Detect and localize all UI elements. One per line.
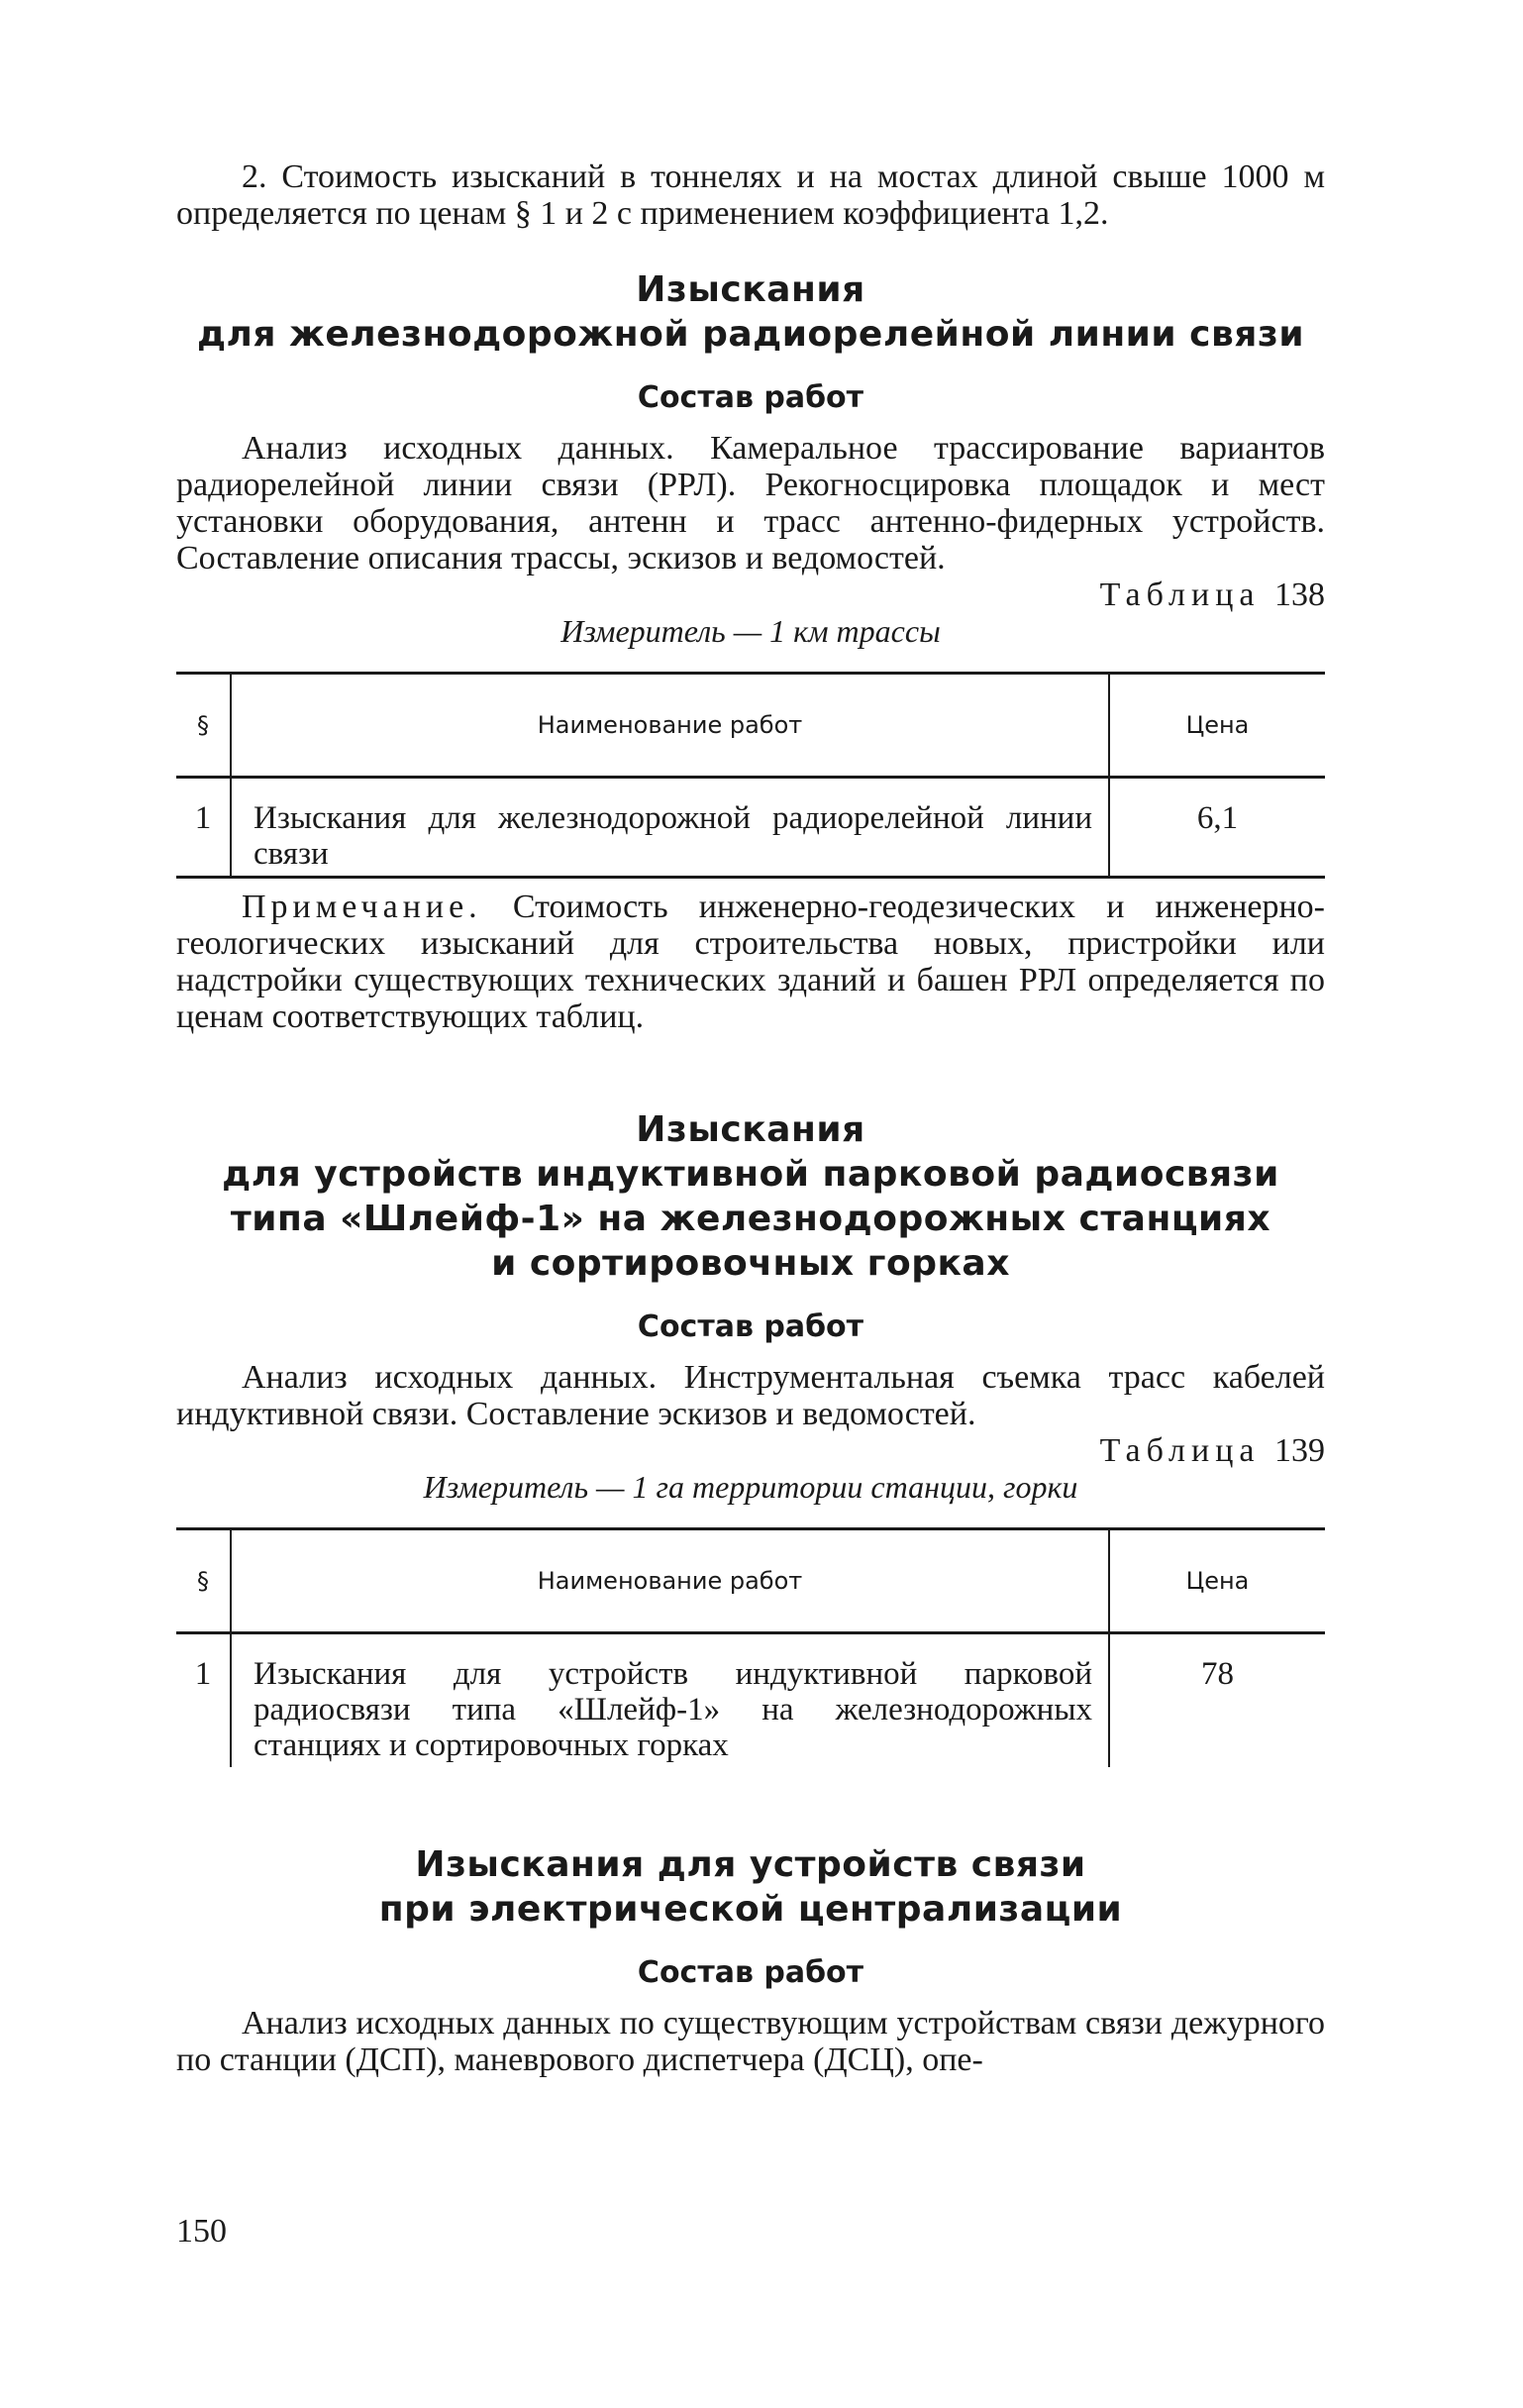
table-number: 138 <box>1274 576 1325 613</box>
column-header-section: § <box>176 674 231 778</box>
page-number: 150 <box>176 2213 227 2250</box>
price-table-139 <box>176 1527 1325 1767</box>
section-body: Анализ исходных данных. Камеральное трассирование вариантов радиорелейной линии связи (РРЛ). Рекогносцировка площадок и мест установки оборудования, антенн и трасс антенно-фидерных устройств. Составление описания трассы, эскизов и ведомостей. <box>176 430 1325 576</box>
cell-section: 1 <box>176 778 231 878</box>
table-header-row <box>176 674 1325 778</box>
intro-block <box>176 158 1325 232</box>
section-subtitle: Состав работ <box>637 1309 864 1344</box>
cell-section: 1 <box>176 1633 231 1768</box>
table-row <box>176 778 1325 878</box>
table-meter: Измеритель — 1 км трассы <box>560 613 941 649</box>
note-label: Примечание. <box>242 889 482 925</box>
section-title: типа «Шлейф-1» на железнодорожных станциях <box>230 1199 1271 1239</box>
table-label: Таблица 139 <box>1099 1432 1325 1469</box>
cell-price: 78 <box>1109 1633 1325 1768</box>
section-electric-interlocking <box>176 1842 1325 2078</box>
table-number: 139 <box>1274 1432 1325 1469</box>
table-label: Таблица 138 <box>1099 576 1325 613</box>
cell-price: 6,1 <box>1109 778 1325 878</box>
column-header-section: § <box>176 1529 231 1633</box>
section-railway-radio-relay <box>176 267 1325 1035</box>
section-title: для железнодорожной радиорелейной линии связи <box>196 314 1305 355</box>
section-body: Анализ исходных данных. Инструментальная съемка трасс кабелей индуктивной связи. Составление эскизов и ведомостей. <box>176 1359 1325 1432</box>
table-row <box>176 1633 1325 1768</box>
column-header-name: Наименование работ <box>231 674 1109 778</box>
section-subtitle: Состав работ <box>637 380 864 415</box>
price-table-138 <box>176 672 1325 879</box>
section-title: и сортировочных горках <box>491 1243 1010 1284</box>
cell-name: Изыскания для железнодорожной радиорелейной линии связи <box>254 800 1092 872</box>
table-meter: Измеритель — 1 га территории станции, горки <box>423 1469 1078 1505</box>
note-text: Стоимость инженерно-геодезических и инженерно-геологических изысканий для строительства новых, пристройки или надстройки существующих технических зданий и башен РРЛ определяется по ценам соответствующих таблиц. <box>176 889 1325 1035</box>
section-title: для устройств индуктивной парковой радиосвязи <box>222 1154 1279 1195</box>
section-title: Изыскания <box>636 1109 865 1150</box>
section-title: Изыскания <box>636 269 865 310</box>
section-subtitle: Состав работ <box>637 1955 864 1990</box>
cell-name: Изыскания для устройств индуктивной парковой радиосвязи типа «Шлейф-1» на железнодорожных станциях и сортировочных горках <box>254 1656 1092 1763</box>
column-header-price: Цена <box>1109 1529 1325 1633</box>
column-header-price: Цена <box>1109 674 1325 778</box>
table-header-row <box>176 1529 1325 1633</box>
column-header-name: Наименование работ <box>231 1529 1109 1633</box>
section-title: при электрической централизации <box>378 1889 1123 1930</box>
table-note <box>176 889 1325 1035</box>
intro-paragraph: 2. Стоимость изысканий в тоннелях и на мостах длиной свыше 1000 м определяется по ценам § 1 и 2 с применением коэффициента 1,2. <box>176 158 1325 232</box>
section-title: Изыскания для устройств связи <box>415 1844 1086 1885</box>
section-inductive-park-radio <box>176 1107 1325 1767</box>
section-body: Анализ исходных данных по существующим устройствам связи дежурного по станции (ДСП), маневрового диспетчера (ДСЦ), опе- <box>176 2005 1325 2078</box>
